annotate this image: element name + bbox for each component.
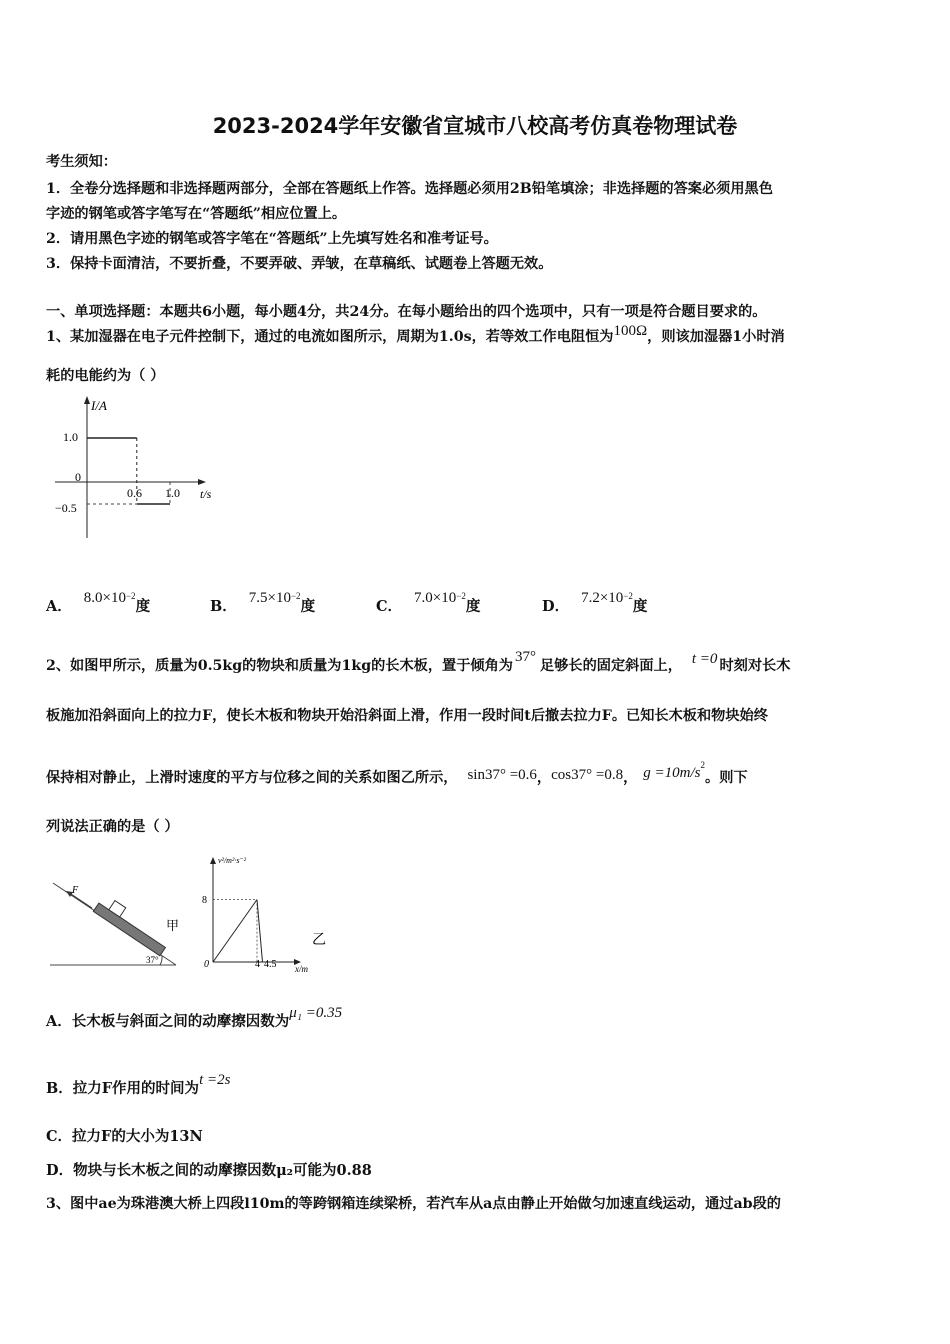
q2-figure-jia [48, 880, 198, 970]
yi-series-segment [213, 900, 257, 962]
q2-text-line1 [46, 649, 791, 675]
q1-tick-x2: 1.0 [165, 486, 180, 500]
q2-stem: 2、如图甲所示，质量为0.5kg的物块和质量为1kg的长木板，置于倾角为 [46, 658, 513, 674]
yi-ylabel: v²/m²·s⁻² [218, 856, 247, 865]
section-heading: 一、单项选择题：本题共6小题，每小题4分，共24分。在每小题给出的四个选项中，只有一项是符合题目要求的。 [46, 304, 767, 320]
q2-option-b[interactable] [46, 1072, 231, 1098]
yi-series-segment [257, 900, 263, 962]
q1-option-c-value: 7.0×10 [414, 590, 457, 606]
q2-cos: cos37° =0.8 [551, 767, 624, 783]
q1-option-a-unit: 度 [135, 598, 151, 615]
q1-text-line1 [46, 323, 785, 346]
force-label: F [72, 885, 79, 896]
q2-option-b-text: B．拉力F作用的时间为 [46, 1080, 200, 1097]
q2-g: g =10m/s [643, 765, 701, 781]
q1-text-line2: 耗的电能约为（ ） [46, 368, 165, 384]
q1-option-b-unit: 度 [300, 598, 316, 615]
q2-angle: 37° [515, 649, 536, 665]
q1-option-a-exp: −2 [125, 591, 136, 602]
q1-stem: 1、某加湿器在电子元件控制下，通过的电流如图所示，周期为1.0s，若等效工作电阻恒为 [46, 329, 614, 345]
q2-t0: t =0 [691, 651, 718, 667]
q1-option-d-label: D． [542, 598, 570, 615]
q1-option-d-exp: −2 [623, 591, 633, 602]
q1-xlabel: t/s [200, 487, 212, 501]
q2-stem-b: 足够长的固定斜面上， [540, 658, 682, 674]
page-title: 2023-2024学年安徽省宣城市八校高考仿真卷物理试卷 [212, 114, 738, 138]
q1-current-graph [50, 393, 230, 543]
q1-tick-y-low: −0.5 [55, 501, 77, 515]
q1-tick-y-zero: 0 [75, 470, 81, 484]
yi-plot-area [213, 900, 263, 962]
q1-tick-x1: 0.6 [127, 486, 142, 500]
q1-stem-tail: ，则该加湿器1小时消 [647, 329, 785, 345]
fig-jia-label: 甲 [166, 918, 180, 933]
q2-text-line4: 列说法正确的是（ ） [46, 819, 179, 835]
q2-figure-yi [196, 852, 336, 974]
q1-option-d-unit: 度 [632, 598, 648, 615]
q1-option-c-exp: −2 [456, 591, 466, 602]
q2-text-line2: 板施加沿斜面向上的拉力F，使长木板和物块开始沿斜面上滑，作用一段时间t后撤去拉力F。已知长木板和物块始终 [46, 708, 768, 724]
q2-stem-c: 时刻对长木 [719, 658, 791, 674]
q1-ylabel: I/A [91, 398, 107, 413]
q2-option-a[interactable] [46, 1005, 343, 1031]
q1-option-c[interactable] [376, 590, 481, 616]
q1-option-b-label: B． [210, 598, 237, 615]
notice-line-2: 2．请用黑色字迹的钢笔或答字笔在“答题纸”上先填写姓名和准考证号。 [46, 231, 498, 247]
q2-stem-line3-tail: 。则下 [705, 770, 748, 786]
yi-tick-y: 8 [202, 895, 207, 906]
q1-x-arrow [198, 479, 206, 485]
q1-option-a-value: 8.0×10 [83, 590, 126, 606]
long-board [93, 894, 171, 956]
q2-sin: sin37° =0.6 [467, 767, 537, 783]
q1-option-a[interactable] [46, 590, 151, 616]
q1-option-c-label: C． [376, 598, 403, 615]
q1-option-b[interactable] [210, 590, 316, 616]
q1-option-d[interactable] [542, 590, 648, 616]
q2-g-exp: 2 [700, 760, 705, 771]
q1-option-c-unit: 度 [465, 598, 481, 615]
notice-line-1a: 1．全卷分选择题和非选择题两部分，全部在答题纸上作答。选择题必须用2B铅笔填涂；非选择题的答案必须用黑色 [46, 181, 773, 197]
angle-arc [160, 956, 162, 965]
q1-option-a-label: A． [46, 598, 72, 615]
yi-y-arrow [210, 857, 216, 864]
angle-label: 37° [146, 955, 159, 965]
q2-comma-2: ， [623, 770, 638, 786]
notice-heading: 考生须知： [46, 154, 117, 170]
q2-stem-line3: 保持相对静止，上滑时速度的平方与位移之间的关系如图乙所示， [46, 770, 458, 786]
q2-option-b-math: t =2s [199, 1072, 231, 1088]
yi-tick-x2: 4.5 [264, 959, 277, 970]
q1-option-d-value: 7.2×10 [581, 590, 624, 606]
q3-text-line1: 3、图中ae为珠港澳大桥上四段l10m的等跨钢箱连续梁桥，若汽车从a点由静止开始做匀加速直线运动，通过ab段的 [46, 1196, 781, 1212]
q2-option-a-text: A．长木板与斜面之间的动摩擦因数为 [46, 1013, 290, 1030]
notice-line-1b: 字迹的钢笔或答字笔写在“答题纸”相应位置上。 [46, 206, 347, 222]
q1-y-arrow [84, 396, 90, 404]
q1-option-b-value: 7.5×10 [248, 590, 291, 606]
q2-option-d[interactable]: D．物块与长木板之间的动摩擦因数μ₂可能为0.88 [46, 1162, 372, 1179]
q2-option-c[interactable]: C．拉力F的大小为13N [46, 1128, 203, 1145]
yi-origin: 0 [204, 959, 209, 970]
q2-text-line3 [46, 760, 748, 787]
q2-comma-1: ， [536, 770, 552, 786]
yi-tick-x1: 4 [255, 959, 260, 970]
notice-line-3: 3．保持卡面清洁，不要折叠，不要弄破、弄皱，在草稿纸、试题卷上答题无效。 [46, 256, 553, 272]
q1-resistance: 100Ω [613, 323, 648, 339]
yi-label: 乙 [312, 933, 326, 948]
q1-tick-y-high: 1.0 [63, 430, 78, 444]
q2-option-a-math: μ₁ =0.35 [289, 1005, 343, 1021]
q1-option-b-exp: −2 [290, 591, 301, 602]
yi-xlabel: x/m [295, 964, 308, 974]
